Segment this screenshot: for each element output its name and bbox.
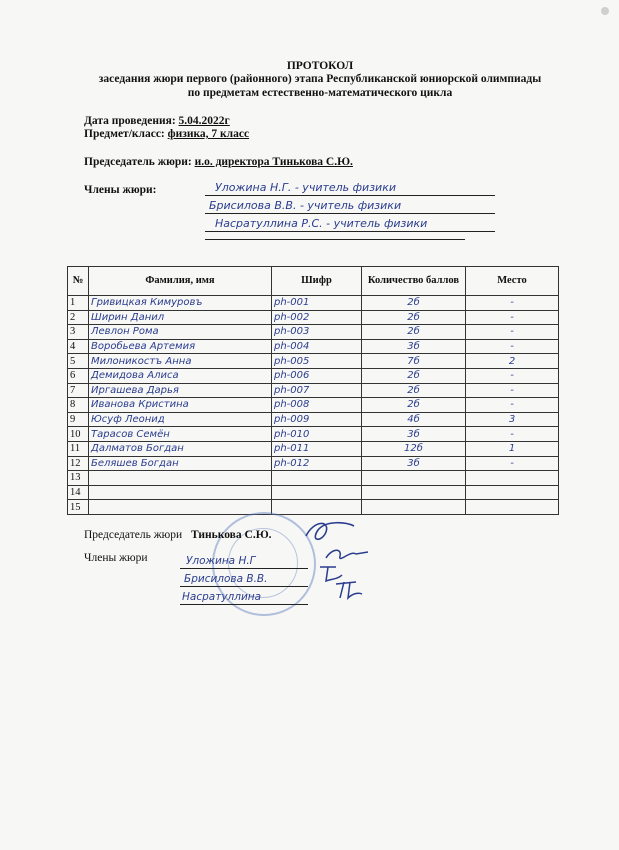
row-name: Воробьева Артемия	[89, 339, 272, 354]
row-place	[466, 500, 559, 515]
row-code: рh-004	[272, 339, 362, 354]
table-row	[68, 354, 559, 369]
member-line-2	[205, 196, 495, 214]
chair-label: Председатель жюри:	[84, 156, 192, 168]
row-number: 6	[68, 368, 89, 383]
table-row	[68, 441, 559, 456]
row-score: 2б	[362, 310, 466, 325]
footer-members-label: Члены жюри	[84, 552, 148, 564]
footer-member-line-1	[180, 551, 308, 569]
row-code	[272, 500, 362, 515]
row-name: Юсуф Леонид	[89, 412, 272, 427]
table-header-row	[68, 267, 559, 296]
row-name: Иргашева Дарья	[89, 383, 272, 398]
row-name: Далматов Богдан	[89, 441, 272, 456]
row-place: -	[466, 310, 559, 325]
footer-member-line-3	[180, 587, 308, 605]
row-place: -	[466, 383, 559, 398]
row-place	[466, 471, 559, 486]
row-code	[272, 485, 362, 500]
row-number: 7	[68, 383, 89, 398]
row-score: 3б	[362, 339, 466, 354]
table-row	[68, 368, 559, 383]
row-place: -	[466, 398, 559, 413]
row-code: рh-001	[272, 296, 362, 311]
row-number: 8	[68, 398, 89, 413]
footer-member-3: Насратуллина	[182, 591, 262, 603]
row-name: Тарасов Семён	[89, 427, 272, 442]
footer-chair-label: Председатель жюри	[84, 529, 183, 541]
row-number: 9	[68, 412, 89, 427]
row-place: -	[466, 368, 559, 383]
row-place: -	[466, 456, 559, 471]
document-subtitle-2: по предметам естественно-математического цикла	[187, 87, 453, 99]
table-row	[68, 456, 559, 471]
table-row	[68, 339, 559, 354]
row-score	[362, 485, 466, 500]
table-row	[68, 325, 559, 340]
row-code: рh-002	[272, 310, 362, 325]
header-place: Место	[466, 267, 559, 296]
members-label: Члены жюри:	[84, 184, 157, 196]
footer-member-line-2	[180, 569, 308, 587]
table-row	[68, 296, 559, 311]
row-number: 10	[68, 427, 89, 442]
results-table	[67, 266, 559, 515]
table-row	[68, 398, 559, 413]
row-code: рh-006	[272, 368, 362, 383]
row-name: Левлон Рома	[89, 325, 272, 340]
date-line	[84, 114, 230, 128]
row-name	[89, 471, 272, 486]
subject-value: физика, 7 класс	[167, 128, 250, 140]
row-code: рh-011	[272, 441, 362, 456]
table-row	[68, 485, 559, 500]
row-code: рh-007	[272, 383, 362, 398]
row-code: рh-008	[272, 398, 362, 413]
chair-signature	[300, 516, 360, 546]
row-score: 3б	[362, 456, 466, 471]
date-label: Дата проведения:	[84, 115, 176, 127]
row-code: рh-012	[272, 456, 362, 471]
footer-chair-name: Тинькова С.Ю.	[191, 529, 272, 541]
row-place: -	[466, 427, 559, 442]
table-row	[68, 383, 559, 398]
document-subtitle-1: заседания жюри первого (районного) этапа Республиканской юниорской олимпиады	[98, 73, 542, 85]
row-code	[272, 471, 362, 486]
row-place: 2	[466, 354, 559, 369]
row-number: 1	[68, 296, 89, 311]
member-handwritten-3: Насратуллина Р.С. - учитель физики	[215, 217, 428, 230]
row-score: 2б	[362, 325, 466, 340]
header-code: Шифр	[272, 267, 362, 296]
table-body	[68, 296, 559, 515]
row-name: Гривицкая Кимуровъ	[89, 296, 272, 311]
header-score: Количество баллов	[362, 267, 466, 296]
member-signature-3	[332, 578, 366, 602]
footer-chair-line	[84, 529, 272, 541]
row-place: -	[466, 325, 559, 340]
punch-hole	[601, 7, 609, 15]
chair-line	[84, 155, 353, 169]
row-score: 7б	[362, 354, 466, 369]
row-place	[466, 485, 559, 500]
row-name: Демидова Алиса	[89, 368, 272, 383]
table-row	[68, 310, 559, 325]
member-handwritten-2: Брисилова В.В. - учитель физики	[209, 199, 402, 212]
row-number: 11	[68, 441, 89, 456]
header-num: №	[68, 267, 89, 296]
member-line-4	[205, 222, 465, 240]
row-number: 15	[68, 500, 89, 515]
table-row	[68, 412, 559, 427]
row-name: Ширин Данил	[89, 310, 272, 325]
row-name	[89, 485, 272, 500]
member-line-1	[205, 178, 495, 196]
row-score: 2б	[362, 368, 466, 383]
subject-label: Предмет/класс:	[84, 128, 165, 140]
footer-member-1: Уложина Н.Г	[186, 555, 256, 567]
row-number: 2	[68, 310, 89, 325]
member-handwritten-1: Уложина Н.Г. - учитель физики	[215, 181, 396, 194]
row-code: рh-010	[272, 427, 362, 442]
row-place: -	[466, 339, 559, 354]
row-code: рh-005	[272, 354, 362, 369]
row-score: 2б	[362, 398, 466, 413]
document-title: ПРОТОКОЛ	[286, 60, 354, 72]
row-name: Беляшев Богдан	[89, 456, 272, 471]
row-score: 12б	[362, 441, 466, 456]
date-value: 5.04.2022г	[178, 115, 230, 127]
row-number: 13	[68, 471, 89, 486]
table-row	[68, 500, 559, 515]
row-name: Милоникостъ Анна	[89, 354, 272, 369]
row-number: 3	[68, 325, 89, 340]
row-place: -	[466, 296, 559, 311]
subject-line	[84, 127, 249, 141]
row-place: 1	[466, 441, 559, 456]
header-name: Фамилия, имя	[89, 267, 272, 296]
row-score: 4б	[362, 412, 466, 427]
row-number: 12	[68, 456, 89, 471]
row-score: 2б	[362, 383, 466, 398]
table-row	[68, 427, 559, 442]
row-code: рh-003	[272, 325, 362, 340]
footer-member-2: Брисилова В.В.	[184, 573, 268, 585]
row-number: 4	[68, 339, 89, 354]
row-score	[362, 471, 466, 486]
row-place: 3	[466, 412, 559, 427]
row-number: 5	[68, 354, 89, 369]
row-score: 2б	[362, 296, 466, 311]
row-score	[362, 500, 466, 515]
row-number: 14	[68, 485, 89, 500]
row-name	[89, 500, 272, 515]
chair-value: и.о. директора Тинькова С.Ю.	[194, 156, 353, 168]
row-code: рh-009	[272, 412, 362, 427]
row-name: Иванова Кристина	[89, 398, 272, 413]
table-row	[68, 471, 559, 486]
row-score: 3б	[362, 427, 466, 442]
